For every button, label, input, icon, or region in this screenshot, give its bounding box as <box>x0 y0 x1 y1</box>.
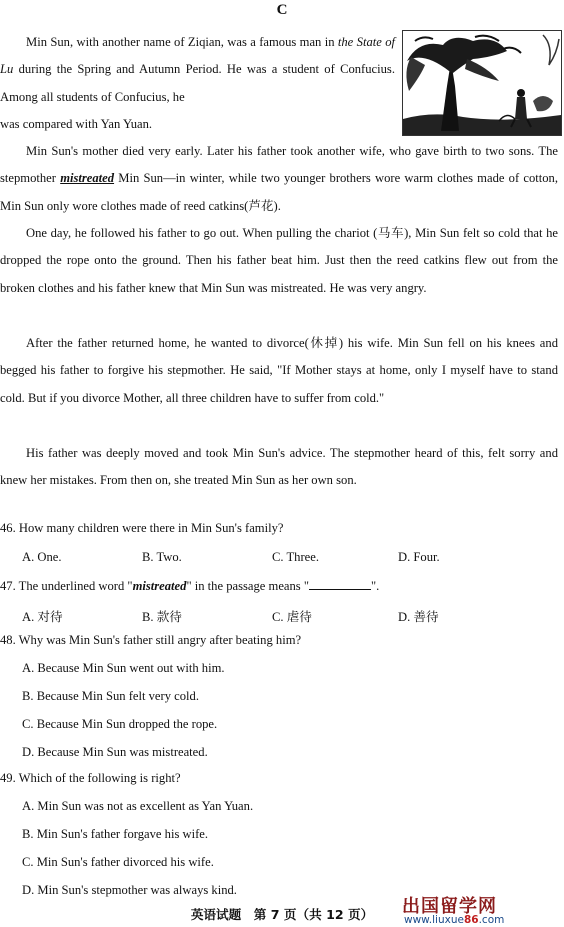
p2-text-a: Min Sun's mother died very early. Later his father took another wife, who gave birth to two sons. The stepmother <box>0 144 558 186</box>
q49-option-b[interactable]: B. Min Sun's father forgave his wife. <box>22 827 209 841</box>
q48-option-c[interactable]: C. Because Min Sun dropped the rope. <box>22 717 218 731</box>
q47-text-b: " in the passage means " <box>186 579 309 593</box>
tree-scene-icon <box>403 31 561 135</box>
underlined-word-mistreated: mistreated <box>60 171 115 186</box>
q48-option-b[interactable]: B. Because Min Sun felt very cold. <box>22 689 199 703</box>
q47-text-a: 47. The underlined word " <box>0 579 133 593</box>
passage-paragraph-5: His father was deeply moved and took Min Sun's advice. The stepmother heard of this, felt sorry and knew her mistakes. From then on, she treated Min Sun as her own son. <box>0 446 558 488</box>
q47-word: mistreated <box>132 579 187 593</box>
q48-option-a[interactable]: A. Because Min Sun went out with him. <box>22 661 225 675</box>
q46-option-a[interactable]: A. One. <box>22 550 62 564</box>
q47-option-d[interactable]: D. 善待 <box>398 610 439 624</box>
q49-option-c[interactable]: C. Min Sun's father divorced his wife. <box>22 855 214 869</box>
answer-blank <box>309 578 371 590</box>
p1-text-b: during the Spring and Autumn Period. He was a student of Confucius. Among all students of Confucius, he <box>0 62 395 104</box>
section-heading: C <box>276 2 288 18</box>
q48-option-d[interactable]: D. Because Min Sun was mistreated. <box>22 745 208 759</box>
passage-paragraph-1-end: was compared with Yan Yuan. <box>0 117 153 131</box>
p2-text-b: Min Sun—in winter, while two younger brothers wore warm clothes made of cotton, Min Sun only wore clothes made of reed catkins(芦花). <box>0 171 559 213</box>
passage-paragraph-2 <box>0 138 558 220</box>
watermark-url-num: 86 <box>463 914 479 926</box>
q46-option-b[interactable]: B. Two. <box>142 550 182 564</box>
illustration-image <box>402 30 562 136</box>
q49-option-d[interactable]: D. Min Sun's stepmother was always kind. <box>22 883 237 897</box>
q49-option-a[interactable]: A. Min Sun was not as excellent as Yan Yuan. <box>22 799 254 813</box>
watermark-url <box>404 914 504 926</box>
p1-state-of-lu: the State of Lu <box>0 35 395 77</box>
q47-option-c[interactable]: C. 虐待 <box>272 610 312 624</box>
passage-paragraph-4: After the father returned home, he wanted to divorce(休掉) his wife. Min Sun fell on his knees and begged his father to forgive his stepmother. He said, "If Mother stays at home, only I myself have to stand cold. But if you divorce Mother, all three children have to suffer from cold." <box>0 336 558 405</box>
watermark-url-b: .com <box>478 914 505 926</box>
question-48: 48. Why was Min Sun's father still angry after beating him? <box>0 633 302 647</box>
passage-paragraph-1 <box>0 29 395 111</box>
q47-option-a[interactable]: A. 对待 <box>22 610 63 624</box>
q46-option-d[interactable]: D. Four. <box>398 550 440 564</box>
p1-text-a: Min Sun, with another name of Ziqian, was a famous man in <box>26 35 338 49</box>
watermark-site-name: 出国留学网 <box>402 896 497 917</box>
q47-text-c: ". <box>371 579 380 593</box>
q46-option-c[interactable]: C. Three. <box>272 550 319 564</box>
site-watermark-logo <box>402 892 562 926</box>
question-46: 46. How many children were there in Min Sun's family? <box>0 521 284 535</box>
watermark-url-a: www.liuxue <box>404 914 464 926</box>
passage-paragraph-3: One day, he followed his father to go out. When pulling the chariot (马车), Min Sun felt so cold that he dropped the rope onto the ground. Then his father beat him. Just then the reed catkins flew out from the broken clothes and his father knew that Min Sun was mistreated. He was very angry. <box>0 226 558 295</box>
q47-option-b[interactable]: B. 款待 <box>142 610 182 624</box>
page-footer: 英语试题 第 7 页（共 12 页） <box>190 907 374 922</box>
question-49: 49. Which of the following is right? <box>0 771 181 785</box>
question-47 <box>0 578 379 594</box>
